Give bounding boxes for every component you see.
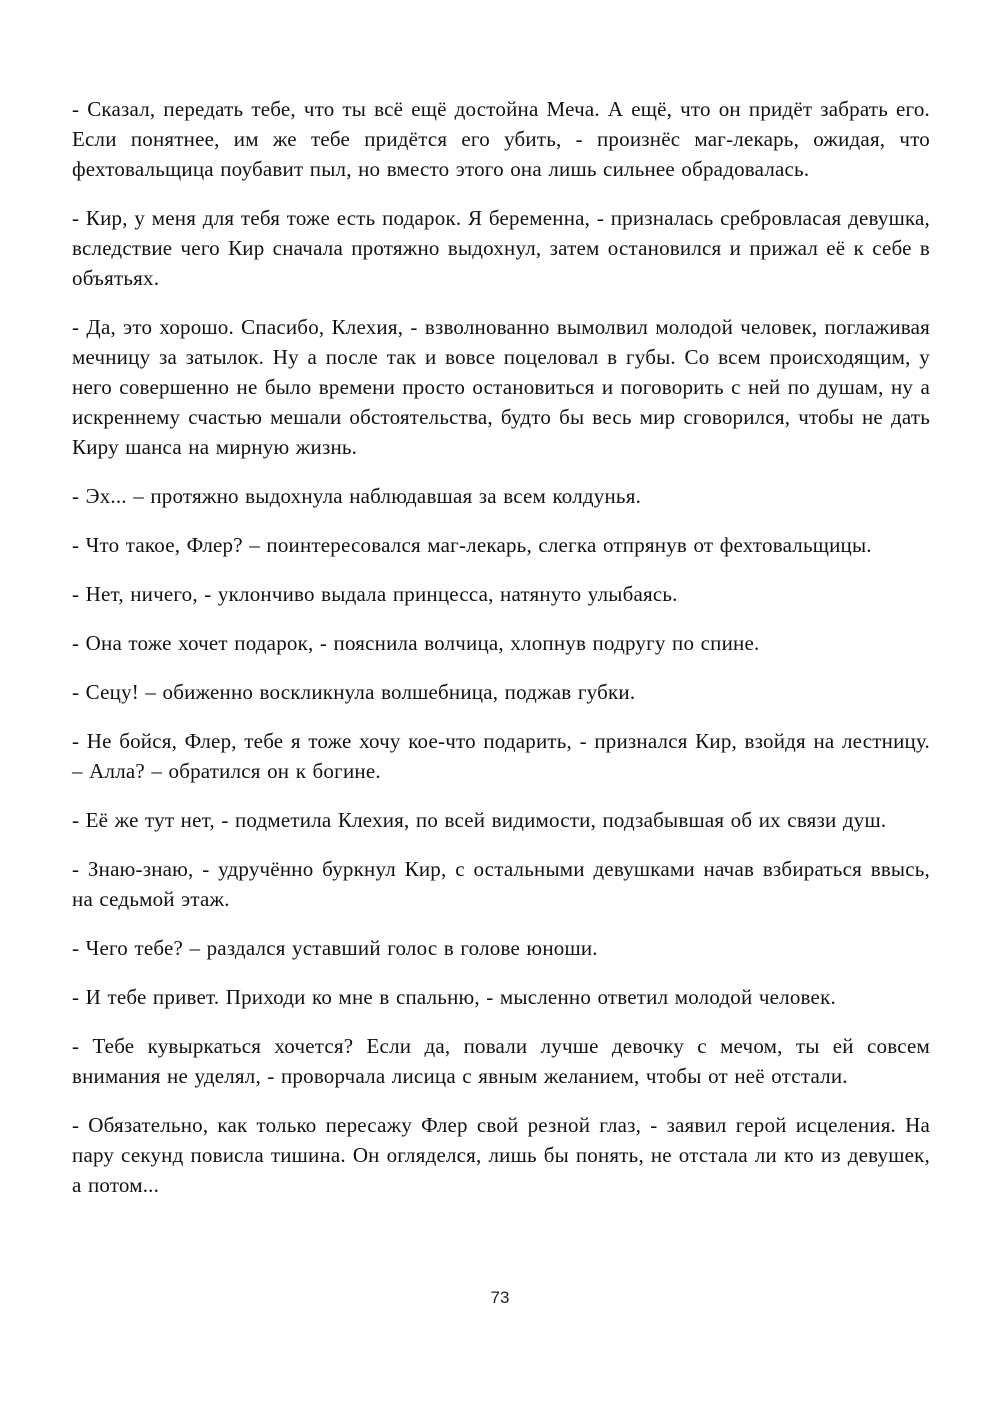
paragraph: - Кир, у меня для тебя тоже есть подарок. Я беременна, - призналась сребровласая девушка, вследствие чего Кир сначала протяжно выдохнул, затем остановился и прижал её к себе в объятьях. [72,206,930,290]
paragraph: - Эх... – протяжно выдохнула наблюдавшая за всем колдунья. [72,484,642,508]
paragraph: - Чего тебе? – раздался уставший голос в голове юноши. [72,936,598,960]
text-block [72,94,930,1200]
paragraph: - Да, это хорошо. Спасибо, Клехия, - взволнованно вымолвил молодой человек, поглаживая мечницу за затылок. Ну а после так и вовсе поцеловал в губы. Со всем происходящим, у него совершенно не было времени просто остановиться и поговорить с ней по душам, ну а искреннему счастью мешали обстоятельства, будто бы весь мир сговорился, чтобы не дать Киру шанса на мирную жизнь. [72,315,930,459]
paragraph: - Сецу! – обиженно воскликнула волшебница, поджав губки. [72,680,636,704]
paragraph: - Что такое, Флер? – поинтересовался маг-лекарь, слегка отпрянув от фехтовальщицы. [72,533,872,557]
paragraph: - Нет, ничего, - уклончиво выдала принцесса, натянуто улыбаясь. [72,582,678,606]
paragraph: - Сказал, передать тебе, что ты всё ещё достойна Меча. А ещё, что он придёт забрать его. Если понятнее, им же тебе придётся его убить, - произнёс маг-лекарь, ожидая, что фехтовальщица поубавит пыл, но вместо этого она лишь сильнее обрадовалась. [72,97,930,181]
paragraph: - Знаю-знаю, - удручённо буркнул Кир, с остальными девушками начав взбираться ввысь, на седьмой этаж. [72,857,930,911]
paragraph: - Не бойся, Флер, тебе я тоже хочу кое-что подарить, - признался Кир, взойдя на лестницу. – Алла? – обратился он к богине. [72,729,930,783]
paragraph: - Обязательно, как только пересажу Флер свой резной глаз, - заявил герой исцеления. На пару секунд повисла тишина. Он огляделся, лишь бы понять, не отстала ли кто из девушек, а потом... [72,1113,930,1197]
paragraph: - Тебе кувыркаться хочется? Если да, повали лучше девочку с мечом, ты ей совсем внимания не уделял, - проворчала лисица с явным желанием, чтобы от неё отстали. [72,1034,930,1088]
page-number: 73 [490,1288,510,1307]
paragraph: - Её же тут нет, - подметила Клехия, по всей видимости, подзабывшая об их связи душ. [72,808,887,832]
paragraph: - Она тоже хочет подарок, - пояснила волчица, хлопнув подругу по спине. [72,631,760,655]
paragraph: - И тебе привет. Приходи ко мне в спальню, - мысленно ответил молодой человек. [72,985,836,1009]
